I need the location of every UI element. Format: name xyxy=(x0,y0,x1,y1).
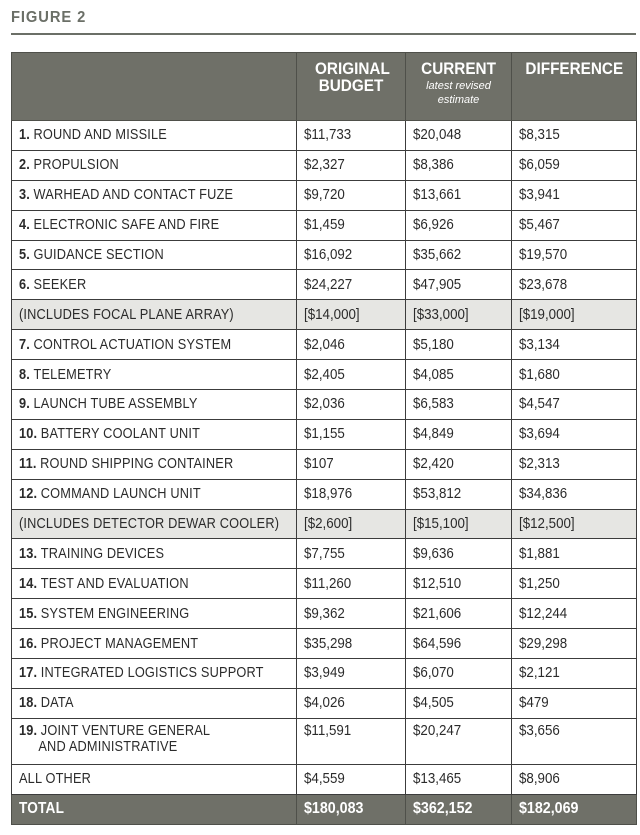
difference-cell xyxy=(512,599,637,629)
difference-value: $12,244 xyxy=(519,605,568,622)
row-label: WARHEAD AND CONTACT FUZE xyxy=(33,187,234,204)
original-budget-cell xyxy=(297,599,406,629)
current-estimate-cell xyxy=(406,659,512,689)
total-current-value: $362,152 xyxy=(413,800,473,818)
row-label-cell xyxy=(12,180,297,210)
row-number: 14. xyxy=(19,575,38,592)
difference-value: $34,836 xyxy=(519,486,568,503)
current-estimate-value: $13,465 xyxy=(413,771,462,788)
original-budget-value: $11,591 xyxy=(304,722,352,739)
row-number: 4. xyxy=(19,217,30,234)
row-label-cell xyxy=(12,270,297,300)
difference-cell xyxy=(512,718,637,764)
difference-cell xyxy=(512,390,637,420)
row-label: GUIDANCE SECTION xyxy=(33,247,164,263)
difference-cell xyxy=(512,509,637,539)
original-budget-value: $18,976 xyxy=(304,486,353,503)
difference-value: [$12,500] xyxy=(519,516,575,533)
row-label-cell xyxy=(12,449,297,479)
original-budget-cell xyxy=(297,210,406,240)
difference-cell xyxy=(512,210,637,240)
current-estimate-cell xyxy=(406,539,512,569)
row-number: 10. xyxy=(19,426,38,443)
original-budget-value: $2,327 xyxy=(304,157,345,174)
row-label-cell xyxy=(12,659,297,689)
difference-value: $29,298 xyxy=(519,635,568,652)
current-estimate-cell xyxy=(406,479,512,509)
row-label: LAUNCH TUBE ASSEMBLY xyxy=(33,396,198,413)
difference-cell xyxy=(512,688,637,718)
original-budget-value: $11,733 xyxy=(304,127,352,144)
difference-cell xyxy=(512,150,637,180)
row-label-wrap xyxy=(19,277,86,293)
row-number: 6. xyxy=(19,276,30,293)
row-label: BATTERY COOLANT UNIT xyxy=(40,426,201,443)
current-estimate-cell xyxy=(406,390,512,420)
row-label-cell xyxy=(12,330,297,360)
difference-value: $4,547 xyxy=(519,396,560,413)
row-label: PROPULSION xyxy=(33,157,119,174)
header-current xyxy=(406,53,512,121)
difference-value: $1,680 xyxy=(519,366,560,383)
current-estimate-cell xyxy=(406,449,512,479)
current-estimate-cell xyxy=(406,180,512,210)
table-row xyxy=(12,180,637,210)
table-row xyxy=(12,688,637,718)
difference-value: $3,656 xyxy=(519,722,560,739)
row-number: 2. xyxy=(19,157,30,174)
row-label-wrap xyxy=(19,456,233,472)
table-row xyxy=(12,150,637,180)
difference-cell xyxy=(512,180,637,210)
row-label-cell xyxy=(12,539,297,569)
header-current-label: CURRENT xyxy=(421,59,496,78)
row-label-cell xyxy=(12,150,297,180)
original-budget-cell xyxy=(297,330,406,360)
original-budget-value: $3,949 xyxy=(304,665,345,682)
table-row xyxy=(12,121,637,151)
original-budget-value: $24,227 xyxy=(304,276,353,293)
row-label-cell xyxy=(12,300,297,330)
difference-cell xyxy=(512,569,637,599)
row-label-cell xyxy=(12,629,297,659)
row-label: TELEMETRY xyxy=(33,366,112,383)
table-row xyxy=(12,360,637,390)
row-label: (INCLUDES DETECTOR DEWAR COOLER) xyxy=(19,516,280,533)
difference-cell xyxy=(512,539,637,569)
original-budget-value: $35,298 xyxy=(304,635,353,652)
current-estimate-value: $9,636 xyxy=(413,545,454,562)
original-budget-cell xyxy=(297,509,406,539)
row-number: 7. xyxy=(19,336,30,353)
row-label: JOINT VENTURE GENERAL xyxy=(40,722,211,739)
difference-cell xyxy=(512,479,637,509)
header-blank xyxy=(12,53,297,121)
current-estimate-cell xyxy=(406,330,512,360)
current-estimate-value: $47,905 xyxy=(413,276,462,293)
table-row xyxy=(12,599,637,629)
original-budget-cell xyxy=(297,629,406,659)
row-label: ELECTRONIC SAFE AND FIRE xyxy=(33,217,220,234)
total-original-value: $180,083 xyxy=(304,800,364,818)
original-budget-cell xyxy=(297,479,406,509)
original-budget-cell xyxy=(297,300,406,330)
current-estimate-value: $53,812 xyxy=(413,486,462,503)
current-estimate-value: $13,661 xyxy=(413,187,462,204)
table-body xyxy=(12,121,637,825)
current-estimate-cell xyxy=(406,300,512,330)
table-row xyxy=(12,718,637,764)
current-estimate-cell xyxy=(406,599,512,629)
total-label-wrap xyxy=(19,800,64,818)
row-label: ROUND AND MISSILE xyxy=(33,127,167,144)
difference-value: $8,906 xyxy=(519,771,560,788)
difference-value: $3,694 xyxy=(519,426,560,443)
difference-value: $1,881 xyxy=(519,545,560,562)
original-budget-value: $7,755 xyxy=(304,545,345,562)
row-label-wrap xyxy=(19,516,279,532)
difference-cell xyxy=(512,659,637,689)
total-current-cell xyxy=(406,794,512,824)
row-number: 17. xyxy=(19,665,38,682)
current-estimate-value: $20,048 xyxy=(413,127,462,144)
table-header-row xyxy=(12,53,637,121)
difference-value: $23,678 xyxy=(519,276,568,293)
current-estimate-cell xyxy=(406,419,512,449)
row-label: ROUND SHIPPING CONTAINER xyxy=(40,456,234,473)
current-estimate-value: $20,247 xyxy=(413,722,462,739)
figure-label: FIGURE 2 xyxy=(11,9,87,26)
row-label-cell xyxy=(12,509,297,539)
row-label: (INCLUDES FOCAL PLANE ARRAY) xyxy=(19,306,234,323)
current-estimate-cell xyxy=(406,210,512,240)
difference-value: $1,250 xyxy=(519,575,560,592)
original-budget-value: $4,559 xyxy=(304,771,345,788)
row-label-wrap xyxy=(19,665,264,681)
row-number: 19. xyxy=(19,722,38,739)
row-label-wrap xyxy=(19,307,234,323)
row-label-cell xyxy=(12,688,297,718)
original-budget-value: $1,459 xyxy=(304,217,345,234)
original-budget-cell xyxy=(297,390,406,420)
table-row xyxy=(12,240,637,270)
row-label-wrap xyxy=(19,247,164,263)
original-budget-value: $9,362 xyxy=(304,605,345,622)
table-row xyxy=(12,569,637,599)
row-label-cell xyxy=(12,121,297,151)
current-estimate-cell xyxy=(406,121,512,151)
difference-cell xyxy=(512,449,637,479)
row-number: 12. xyxy=(19,486,38,503)
original-budget-cell xyxy=(297,150,406,180)
cost-table xyxy=(11,52,637,825)
difference-value: $3,941 xyxy=(519,187,560,204)
row-number: 11. xyxy=(19,456,37,473)
total-difference-cell xyxy=(512,794,637,824)
table-row xyxy=(12,390,637,420)
table-row xyxy=(12,419,637,449)
difference-cell xyxy=(512,419,637,449)
difference-value: $2,121 xyxy=(519,665,560,682)
row-label: DATA xyxy=(40,695,74,712)
original-budget-value: [$14,000] xyxy=(304,306,360,323)
table-row xyxy=(12,659,637,689)
total-row xyxy=(12,794,637,824)
row-number: 9. xyxy=(19,396,30,413)
row-label-wrap xyxy=(19,486,201,502)
difference-value: $5,467 xyxy=(519,217,560,234)
row-label-cell xyxy=(12,599,297,629)
row-label: ALL OTHER xyxy=(19,771,92,788)
row-label-wrap xyxy=(19,576,189,592)
original-budget-cell xyxy=(297,764,406,794)
table-row xyxy=(12,539,637,569)
original-budget-cell xyxy=(297,270,406,300)
current-estimate-cell xyxy=(406,718,512,764)
original-budget-cell xyxy=(297,121,406,151)
row-label-wrap xyxy=(19,546,164,562)
header-difference xyxy=(512,53,637,121)
current-estimate-value: $6,070 xyxy=(413,665,454,682)
total-label: TOTAL xyxy=(19,800,65,818)
row-label-wrap xyxy=(19,367,111,383)
original-budget-value: $1,155 xyxy=(304,426,345,443)
original-budget-value: $16,092 xyxy=(304,247,353,263)
row-number: 15. xyxy=(19,605,38,622)
current-estimate-cell xyxy=(406,270,512,300)
row-number: 13. xyxy=(19,545,38,562)
row-label-wrap xyxy=(19,771,91,787)
table-row xyxy=(12,300,637,330)
original-budget-value: $107 xyxy=(304,456,334,473)
current-estimate-cell xyxy=(406,240,512,270)
row-label-cell xyxy=(12,718,297,764)
difference-value: $6,059 xyxy=(519,157,560,174)
row-label-cell xyxy=(12,764,297,794)
current-estimate-value: $4,085 xyxy=(413,366,454,383)
current-estimate-value: $6,583 xyxy=(413,396,454,413)
figure-rule xyxy=(11,33,636,35)
original-budget-value: $9,720 xyxy=(304,187,345,204)
current-estimate-cell xyxy=(406,629,512,659)
current-estimate-value: $6,926 xyxy=(413,217,454,234)
row-number: 5. xyxy=(19,247,30,263)
difference-value: $19,570 xyxy=(519,247,568,263)
total-label-cell xyxy=(12,794,297,824)
row-label-cell xyxy=(12,569,297,599)
row-label-cell xyxy=(12,360,297,390)
difference-value: $8,315 xyxy=(519,127,560,144)
original-budget-value: $2,046 xyxy=(304,336,345,353)
row-label-wrap xyxy=(19,636,198,652)
row-label-cell xyxy=(12,419,297,449)
table-row xyxy=(12,330,637,360)
original-budget-cell xyxy=(297,539,406,569)
total-original-cell xyxy=(297,794,406,824)
header-current-sublabel: latest revised estimate xyxy=(426,80,491,106)
current-estimate-value: $2,420 xyxy=(413,456,454,473)
current-estimate-value: [$15,100] xyxy=(413,516,469,533)
row-label: SEEKER xyxy=(33,276,87,293)
difference-value: [$19,000] xyxy=(519,306,575,323)
row-label-wrap xyxy=(19,396,198,412)
original-budget-cell xyxy=(297,449,406,479)
current-estimate-value: $35,662 xyxy=(413,247,462,263)
header-original-label: ORIGINAL BUDGET xyxy=(315,59,390,95)
row-label: TEST AND EVALUATION xyxy=(40,575,189,592)
table-row xyxy=(12,479,637,509)
difference-cell xyxy=(512,360,637,390)
original-budget-cell xyxy=(297,659,406,689)
original-budget-cell xyxy=(297,240,406,270)
current-estimate-cell xyxy=(406,764,512,794)
table-row xyxy=(12,629,637,659)
original-budget-cell xyxy=(297,718,406,764)
original-budget-value: $4,026 xyxy=(304,695,345,712)
original-budget-cell xyxy=(297,180,406,210)
current-estimate-value: $8,386 xyxy=(413,157,454,174)
row-label: TRAINING DEVICES xyxy=(40,545,165,562)
row-label-wrap xyxy=(19,723,210,739)
current-estimate-value: $12,510 xyxy=(413,575,462,592)
difference-cell xyxy=(512,240,637,270)
row-label-wrap xyxy=(19,695,74,711)
difference-value: $479 xyxy=(519,695,549,712)
current-estimate-value: [$33,000] xyxy=(413,306,469,323)
row-label-cell xyxy=(12,390,297,420)
row-label-cell xyxy=(12,240,297,270)
difference-cell xyxy=(512,270,637,300)
difference-cell xyxy=(512,121,637,151)
total-difference-value: $182,069 xyxy=(519,800,579,818)
row-label-wrap xyxy=(19,337,231,353)
current-estimate-value: $21,606 xyxy=(413,605,462,622)
difference-cell xyxy=(512,330,637,360)
row-label: INTEGRATED LOGISTICS SUPPORT xyxy=(40,665,264,682)
original-budget-cell xyxy=(297,419,406,449)
row-label-wrap xyxy=(19,606,189,622)
original-budget-value: $2,036 xyxy=(304,396,345,413)
header-original-budget xyxy=(297,53,406,121)
current-estimate-cell xyxy=(406,688,512,718)
row-label-continued: AND ADMINISTRATIVE xyxy=(38,738,178,755)
current-estimate-cell xyxy=(406,569,512,599)
difference-cell xyxy=(512,300,637,330)
row-number: 1. xyxy=(19,127,30,144)
row-label: COMMAND LAUNCH UNIT xyxy=(40,486,201,503)
row-label-wrap xyxy=(19,426,200,442)
row-label-wrap xyxy=(19,157,119,173)
row-label-cell xyxy=(12,479,297,509)
table-row xyxy=(12,509,637,539)
current-estimate-value: $64,596 xyxy=(413,635,462,652)
original-budget-cell xyxy=(297,360,406,390)
header-difference-label: DIFFERENCE xyxy=(525,59,623,78)
original-budget-value: $11,260 xyxy=(304,575,352,592)
row-number: 18. xyxy=(19,695,38,712)
row-label-wrap xyxy=(19,187,233,203)
row-number: 16. xyxy=(19,635,38,652)
original-budget-value: $2,405 xyxy=(304,366,345,383)
row-label: SYSTEM ENGINEERING xyxy=(40,605,190,622)
difference-value: $3,134 xyxy=(519,336,560,353)
row-label: CONTROL ACTUATION SYSTEM xyxy=(33,336,232,353)
current-estimate-cell xyxy=(406,360,512,390)
table-row xyxy=(12,764,637,794)
row-label-cell xyxy=(12,210,297,240)
table-row xyxy=(12,449,637,479)
current-estimate-cell xyxy=(406,509,512,539)
difference-value: $2,313 xyxy=(519,456,560,473)
row-label-wrap xyxy=(19,217,219,233)
table-row xyxy=(12,210,637,240)
table-row xyxy=(12,270,637,300)
current-estimate-value: $4,505 xyxy=(413,695,454,712)
difference-cell xyxy=(512,629,637,659)
row-number: 3. xyxy=(19,187,30,204)
original-budget-cell xyxy=(297,688,406,718)
current-estimate-cell xyxy=(406,150,512,180)
original-budget-cell xyxy=(297,569,406,599)
difference-cell xyxy=(512,764,637,794)
current-estimate-value: $5,180 xyxy=(413,336,454,353)
row-number: 8. xyxy=(19,366,30,383)
current-estimate-value: $4,849 xyxy=(413,426,454,443)
original-budget-value: [$2,600] xyxy=(304,516,353,533)
row-label-wrap xyxy=(19,127,167,143)
row-label: PROJECT MANAGEMENT xyxy=(40,635,199,652)
